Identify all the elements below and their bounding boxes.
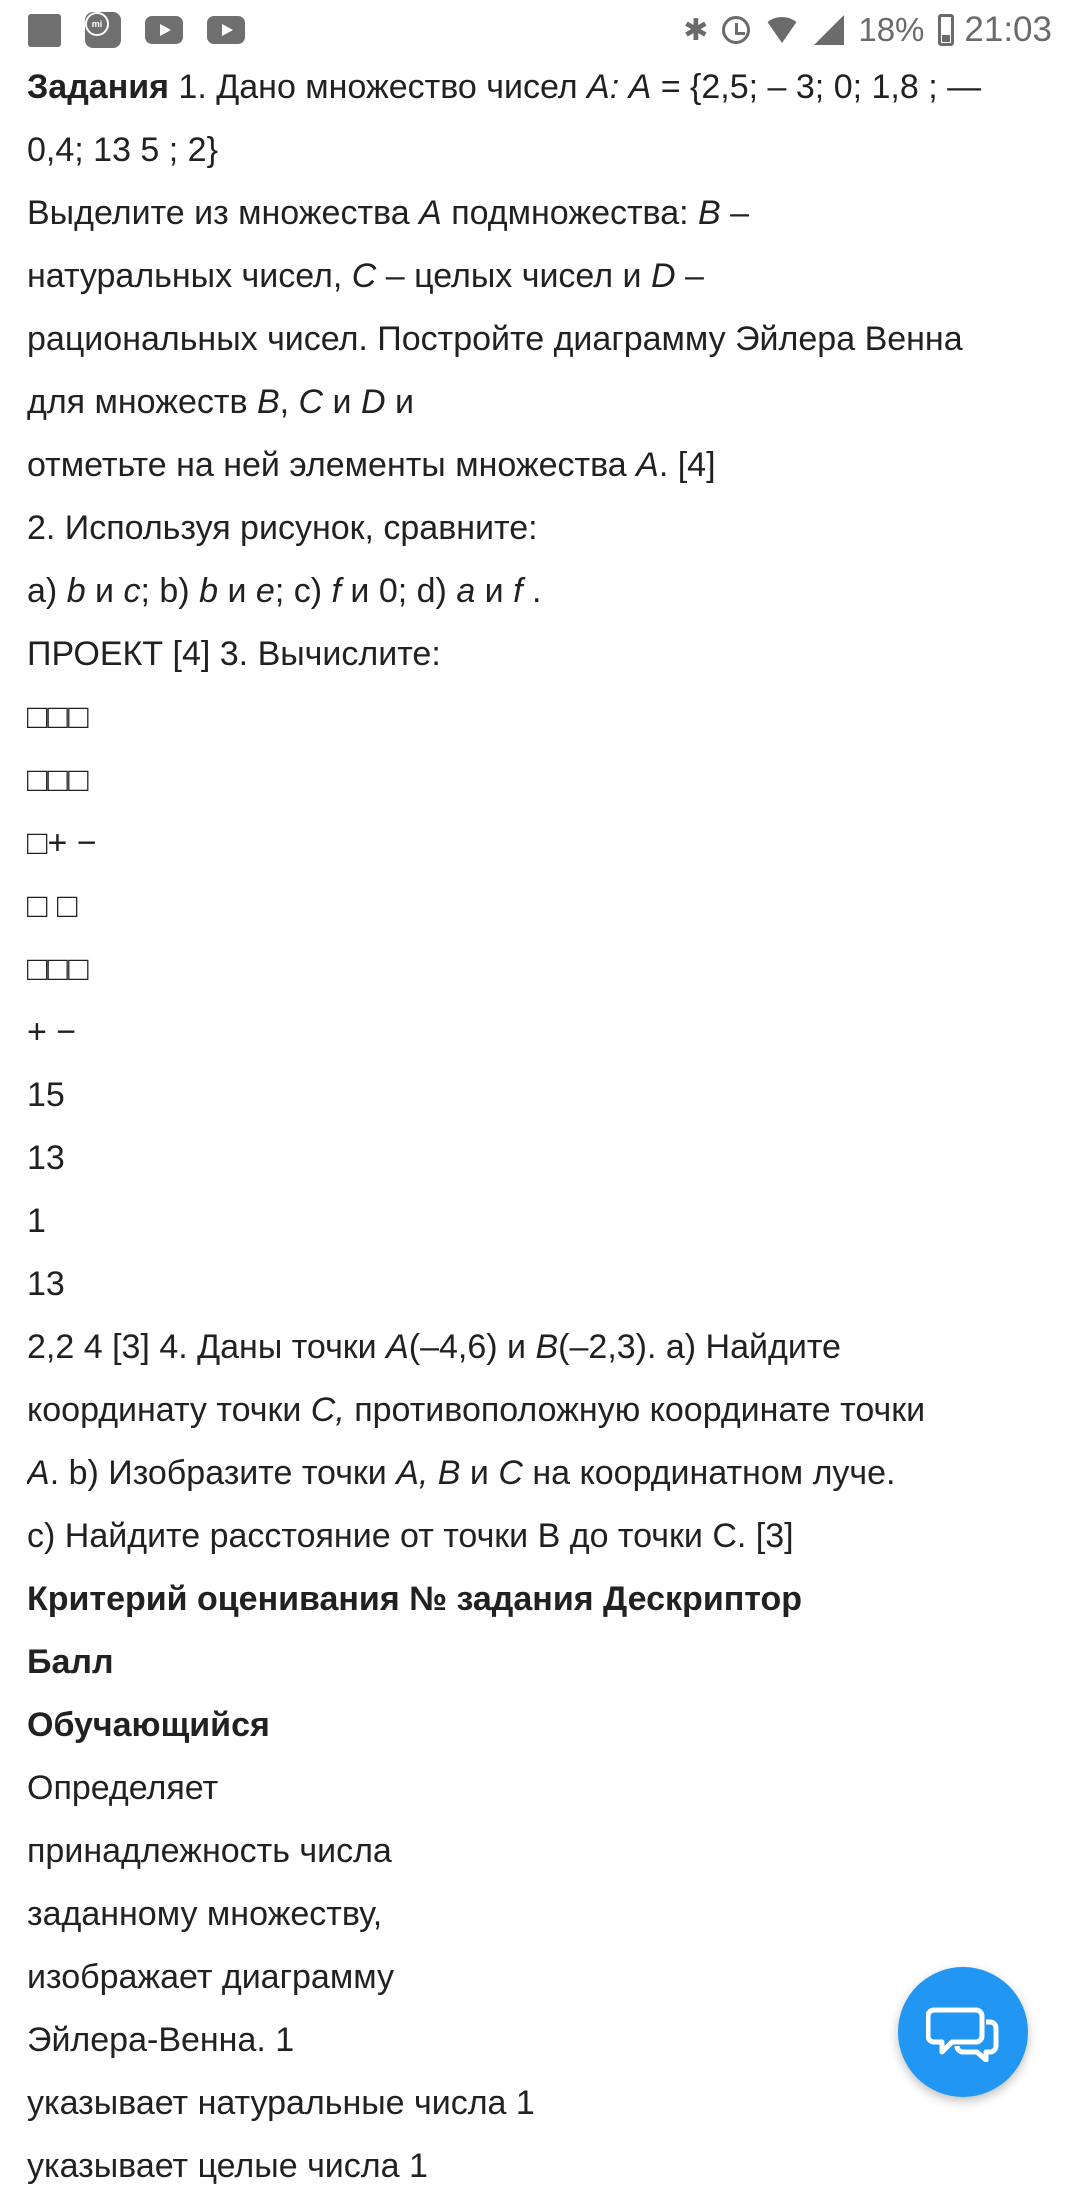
text-segment: f [513, 572, 523, 610]
text-segment: □+ − [27, 824, 97, 862]
text-segment: □□□ [27, 761, 89, 799]
text-segment: 1 [27, 1202, 46, 1240]
system-icons [669, 10, 1052, 50]
text-segment: А [636, 446, 659, 484]
text-segment: c [123, 572, 141, 610]
text-segment: рациональных чисел. Постройте диаграмму Эйлера Венна [27, 320, 963, 358]
text-segment: 13 [27, 1139, 65, 1177]
text-segment: и [385, 383, 415, 421]
text-line [27, 308, 1057, 371]
text-line [27, 1190, 1057, 1253]
text-line [27, 1568, 1057, 1631]
text-line [27, 2072, 1057, 2135]
text-segment: А: [587, 68, 620, 106]
chat-bubbles-icon [926, 2002, 1000, 2062]
text-segment: изображает диаграмму [27, 1958, 394, 1996]
document-text [27, 56, 1057, 2198]
text-segment: □□□ [27, 698, 89, 736]
text-segment: В [256, 383, 280, 421]
clock: 21:03 [964, 10, 1052, 49]
battery-icon [938, 14, 954, 46]
text-segment: ПРОЕКТ [4] 3. Вычислите: [27, 635, 441, 673]
status-bar [0, 0, 1080, 60]
notification-icons [28, 12, 269, 48]
text-segment: А, В [396, 1454, 461, 1492]
text-segment: Определяет [27, 1769, 219, 1807]
text-line [27, 1883, 1057, 1946]
text-segment: – целых чисел и [376, 257, 651, 295]
text-line [27, 182, 1057, 245]
text-segment: + − [27, 1013, 77, 1051]
text-line [27, 686, 1057, 749]
text-segment: и [475, 572, 514, 610]
text-segment: (–2,3). a) Найдите [558, 1328, 841, 1366]
text-segment: Балл [27, 1643, 114, 1681]
text-line [27, 1694, 1057, 1757]
text-line [27, 1253, 1057, 1316]
text-line [27, 1946, 1057, 2009]
text-segment: принадлежность числа [27, 1832, 392, 1870]
text-line [27, 56, 1057, 119]
text-segment: Выделите из множества [27, 194, 420, 232]
text-segment: . b) Изобразите точки [49, 1454, 397, 1492]
text-segment: 15 [27, 1076, 65, 1114]
mi-icon: mi [85, 12, 121, 48]
text-segment: С, [310, 1391, 345, 1429]
text-segment: 0,4; 13 5 ; 2} [27, 131, 218, 169]
text-line [27, 1127, 1057, 1190]
text-line [27, 1631, 1057, 1694]
text-line [27, 560, 1057, 623]
text-segment: 1. Дано множество чисел [168, 68, 588, 106]
text-line [27, 1820, 1057, 1883]
text-segment: 2,2 4 [3] 4. Даны точки [27, 1328, 387, 1366]
text-segment: D [361, 383, 386, 421]
text-segment: и [323, 383, 361, 421]
text-segment: и 0; d) [340, 572, 457, 610]
text-segment [619, 68, 628, 106]
text-segment: подмножества: [441, 194, 699, 232]
text-line [27, 1757, 1057, 1820]
text-segment: А [628, 68, 652, 106]
text-line [27, 749, 1057, 812]
text-segment: указывает целые числа 1 [27, 2147, 428, 2185]
text-segment: 13 [27, 1265, 65, 1303]
text-segment: А [386, 1328, 409, 1366]
text-segment: . [522, 572, 542, 610]
text-segment: – [675, 257, 704, 295]
text-segment: □ □ [27, 887, 78, 925]
text-line [27, 1001, 1057, 1064]
text-segment: противоположную координате точки [344, 1391, 926, 1429]
text-line [27, 875, 1057, 938]
text-segment: (–4,6) и [408, 1328, 536, 1366]
text-line [27, 1064, 1057, 1127]
alarm-icon [722, 16, 750, 44]
text-segment: А [27, 1454, 50, 1492]
text-segment: – [720, 194, 750, 232]
text-line [27, 497, 1057, 560]
text-segment: e [255, 572, 275, 610]
text-segment: a [456, 572, 476, 610]
text-segment: b [66, 572, 86, 610]
youtube-icon [207, 16, 245, 44]
text-line [27, 371, 1057, 434]
text-line [27, 2135, 1057, 2198]
text-line [27, 1505, 1057, 1568]
text-line [27, 938, 1057, 1001]
bluetooth-icon: ✱ [683, 13, 709, 47]
text-segment: и [85, 572, 124, 610]
battery-percent: 18% [858, 11, 925, 48]
text-segment: Критерий оценивания № задания Дескриптор [27, 1580, 802, 1618]
text-segment: для множеств [27, 383, 257, 421]
text-segment: a) [27, 572, 67, 610]
text-line [27, 434, 1057, 497]
text-segment: и [218, 572, 256, 610]
text-segment: А [419, 194, 442, 232]
text-segment: и [460, 1454, 499, 1492]
text-line [27, 1379, 1057, 1442]
text-segment: □□□ [27, 950, 89, 988]
text-line [27, 119, 1057, 182]
text-segment: С [498, 1454, 523, 1492]
text-segment: В [535, 1328, 559, 1366]
text-line [27, 623, 1057, 686]
text-segment: Обучающийся [27, 1706, 270, 1744]
text-segment: координату точки [27, 1391, 311, 1429]
text-line [27, 1316, 1057, 1379]
chat-button[interactable] [898, 1967, 1028, 2097]
text-segment: указывает натуральные числа 1 [27, 2084, 535, 2122]
text-segment: С [351, 257, 377, 295]
text-line [27, 1442, 1057, 1505]
text-segment: f [331, 572, 341, 610]
text-segment: ; b) [140, 572, 200, 610]
text-line [27, 812, 1057, 875]
text-segment: В [698, 194, 721, 232]
text-segment: b [199, 572, 218, 610]
signal-icon [814, 15, 844, 45]
wifi-icon [764, 17, 800, 43]
text-segment: c) Найдите расстояние от точки В до точки С. [3] [27, 1517, 794, 1555]
text-segment: , [279, 383, 299, 421]
gallery-icon [28, 14, 61, 47]
text-segment: отметьте на ней элементы множества [27, 446, 637, 484]
text-segment: Эйлера-Венна. 1 [27, 2021, 295, 2059]
text-segment: . [4] [658, 446, 716, 484]
text-segment: заданному множеству, [27, 1895, 383, 1933]
text-segment: Задания [27, 68, 169, 106]
text-segment: = {2,5; – 3; 0; 1,8 ; — [651, 68, 982, 106]
youtube-icon [145, 16, 183, 44]
text-segment: 2. Используя рисунок, сравните: [27, 509, 538, 547]
text-segment: натуральных чисел, [27, 257, 352, 295]
text-segment: ; c) [274, 572, 332, 610]
text-line [27, 245, 1057, 308]
text-segment: на координатном луче. [522, 1454, 896, 1492]
text-segment: D [650, 257, 676, 295]
text-segment: С [298, 383, 324, 421]
